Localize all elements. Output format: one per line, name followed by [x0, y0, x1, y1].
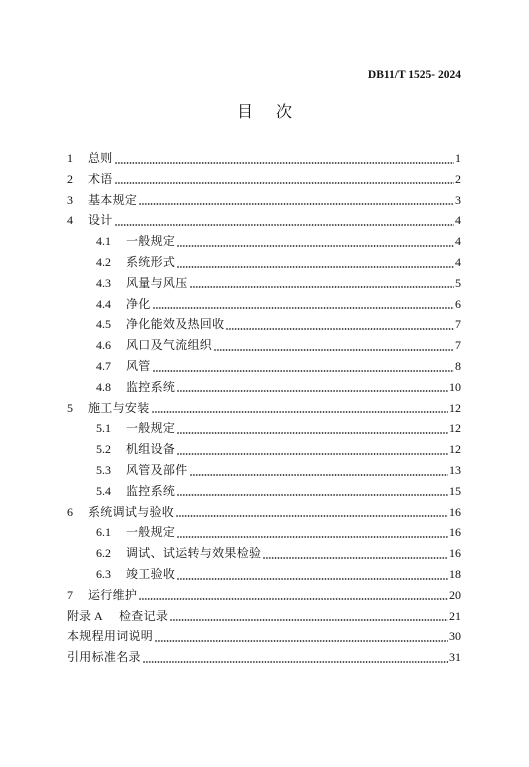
- toc-entry-title: 风管: [126, 358, 151, 373]
- toc-entry-page: 7: [455, 317, 461, 332]
- toc-entry-title: 调试、试运转与效果检验: [126, 546, 262, 561]
- toc-dot-leader: [263, 543, 448, 564]
- toc-entry-page: 4: [455, 213, 461, 228]
- toc-entry-number: 4.4: [96, 296, 111, 311]
- toc-dot-leader: [177, 481, 448, 502]
- toc-dot-leader: [177, 377, 448, 398]
- toc-dot-leader: [153, 294, 454, 315]
- toc-entry-title: 净化: [126, 296, 151, 311]
- toc-entry-page: 16: [449, 546, 461, 561]
- toc-entry: [67, 314, 461, 335]
- toc-dot-leader: [176, 502, 448, 523]
- toc-dot-leader: [177, 564, 448, 585]
- toc-entry: [67, 543, 461, 564]
- toc-dot-leader: [139, 190, 454, 211]
- toc-entry-number: 5.1: [96, 421, 111, 436]
- toc-entry-page: 16: [449, 504, 461, 519]
- toc-entry-title: 净化能效及热回收: [126, 317, 225, 332]
- toc-entry: [67, 148, 461, 169]
- toc-entry: [67, 502, 461, 523]
- toc-entry-title: 风管及部件: [126, 462, 188, 477]
- toc-entry: [67, 418, 461, 439]
- toc-entry-page: 6: [455, 296, 461, 311]
- toc-entry: [67, 606, 461, 627]
- toc-entry: [67, 273, 461, 294]
- toc-entry-page: 15: [449, 483, 461, 498]
- toc-entry-page: 2: [455, 171, 461, 186]
- toc-entry-number: 5.3: [96, 462, 111, 477]
- toc-entry: [67, 190, 461, 211]
- toc-entry-number: 3: [67, 192, 73, 207]
- toc-entry: [67, 398, 461, 419]
- toc-entry-number: 6.2: [96, 546, 111, 561]
- toc-entry-title: 总则: [88, 151, 113, 165]
- toc-entry-number: 4.5: [96, 317, 111, 332]
- toc-entry-number: 4.6: [96, 338, 111, 353]
- toc-dot-leader: [177, 252, 454, 273]
- toc-entry: [67, 294, 461, 315]
- toc-entry: [67, 481, 461, 502]
- toc-entry-page: 4: [455, 254, 461, 269]
- toc-entry-page: 12: [449, 442, 461, 457]
- toc-entry-page: 30: [449, 629, 461, 644]
- toc-entry-title: 基本规定: [88, 192, 138, 207]
- toc-entry-number: 4.7: [96, 358, 111, 373]
- toc-entry-number: 4.1: [96, 234, 111, 249]
- toc-dot-leader: [143, 647, 448, 668]
- toc-dot-leader: [170, 606, 448, 627]
- toc-entry-page: 4: [455, 234, 461, 249]
- toc-entry-title: 监控系统: [126, 379, 176, 394]
- toc-entry: [67, 460, 461, 481]
- page-title: 目 次: [236, 102, 293, 121]
- toc-entry: [67, 522, 461, 543]
- toc-entry-number: 1: [67, 151, 73, 165]
- toc-entry: [67, 252, 461, 273]
- toc-entry-number: 4.3: [96, 275, 111, 290]
- toc-entry-title: 系统调试与验收: [88, 504, 175, 519]
- toc-entry: [67, 626, 461, 647]
- toc-entry-title: 竣工验收: [126, 566, 176, 581]
- toc-entry-title: 术语: [88, 171, 113, 186]
- toc-dot-leader: [177, 522, 448, 543]
- toc-entry-page: 1: [455, 151, 461, 165]
- toc-entry-page: 16: [449, 525, 461, 540]
- toc-dot-leader: [153, 356, 454, 377]
- toc-dot-leader: [177, 231, 454, 252]
- toc-entry-page: 20: [449, 587, 461, 602]
- toc-entry-page: 21: [449, 608, 461, 623]
- toc-entry-title: 一般规定: [126, 421, 176, 436]
- toc-entry-title: 引用标准名录: [67, 650, 141, 665]
- toc-entry: [67, 231, 461, 252]
- toc-dot-leader: [115, 169, 454, 190]
- toc-dot-leader: [226, 314, 454, 335]
- toc-dot-leader: [115, 148, 454, 169]
- toc-entry-page: 5: [455, 275, 461, 290]
- toc-entry-number: 附录 A: [67, 608, 103, 623]
- toc-dot-leader: [190, 273, 454, 294]
- toc-entry-title: 检查记录: [119, 608, 169, 623]
- toc-entry-title: 运行维护: [88, 587, 138, 602]
- toc-dot-leader: [190, 460, 448, 481]
- toc-entry: [67, 335, 461, 356]
- toc-entry-page: 18: [449, 566, 461, 581]
- toc-entry-title: 系统形式: [126, 254, 176, 269]
- toc-entry-page: 12: [449, 400, 461, 415]
- toc-entry-number: 4.8: [96, 379, 111, 394]
- standard-code: DB11/T 1525- 2024: [367, 69, 461, 81]
- toc-entry-title: 风量与风压: [126, 275, 188, 290]
- toc-entry-number: 2: [67, 171, 73, 186]
- toc-entry: [67, 169, 461, 190]
- toc-dot-leader: [177, 418, 448, 439]
- toc-dot-leader: [155, 626, 448, 647]
- toc-entry-page: 10: [449, 379, 461, 394]
- toc-dot-leader: [214, 335, 454, 356]
- toc-entry-number: 6.3: [96, 566, 111, 581]
- toc-dot-leader: [115, 210, 454, 231]
- toc-entry-number: 4: [67, 213, 73, 228]
- toc-entry: [67, 585, 461, 606]
- toc-entry: [67, 356, 461, 377]
- toc-entry-page: 8: [455, 358, 461, 373]
- toc-entry-number: 5.2: [96, 442, 111, 457]
- toc-entry: [67, 439, 461, 460]
- toc-entry-number: 6.1: [96, 525, 111, 540]
- toc-entry-page: 12: [449, 421, 461, 436]
- toc-entry-number: 7: [67, 587, 73, 602]
- toc-entry-page: 3: [455, 192, 461, 207]
- toc-entry-number: 5: [67, 400, 73, 415]
- toc-entry-title: 一般规定: [126, 525, 176, 540]
- toc-entry: [67, 377, 461, 398]
- toc-entry-number: 5.4: [96, 483, 111, 498]
- toc-dot-leader: [139, 585, 448, 606]
- toc-entry-title: 机组设备: [126, 442, 176, 457]
- toc-entry-title: 设计: [88, 213, 113, 228]
- toc-entry-title: 监控系统: [126, 483, 176, 498]
- toc-entry-title: 一般规定: [126, 234, 176, 249]
- toc-entry: [67, 564, 461, 585]
- toc-entry-page: 13: [449, 462, 461, 477]
- toc-dot-leader: [177, 439, 448, 460]
- table-of-contents: [67, 148, 461, 668]
- toc-entry-title: 风口及气流组织: [126, 338, 213, 353]
- toc-entry: [67, 647, 461, 668]
- toc-entry-number: 6: [67, 504, 73, 519]
- toc-entry: [67, 210, 461, 231]
- toc-entry-number: 4.2: [96, 254, 111, 269]
- toc-entry-title: 本规程用词说明: [67, 629, 154, 644]
- toc-entry-title: 施工与安装: [88, 400, 150, 415]
- toc-entry-page: 7: [455, 338, 461, 353]
- toc-entry-page: 31: [449, 650, 461, 665]
- toc-dot-leader: [152, 398, 448, 419]
